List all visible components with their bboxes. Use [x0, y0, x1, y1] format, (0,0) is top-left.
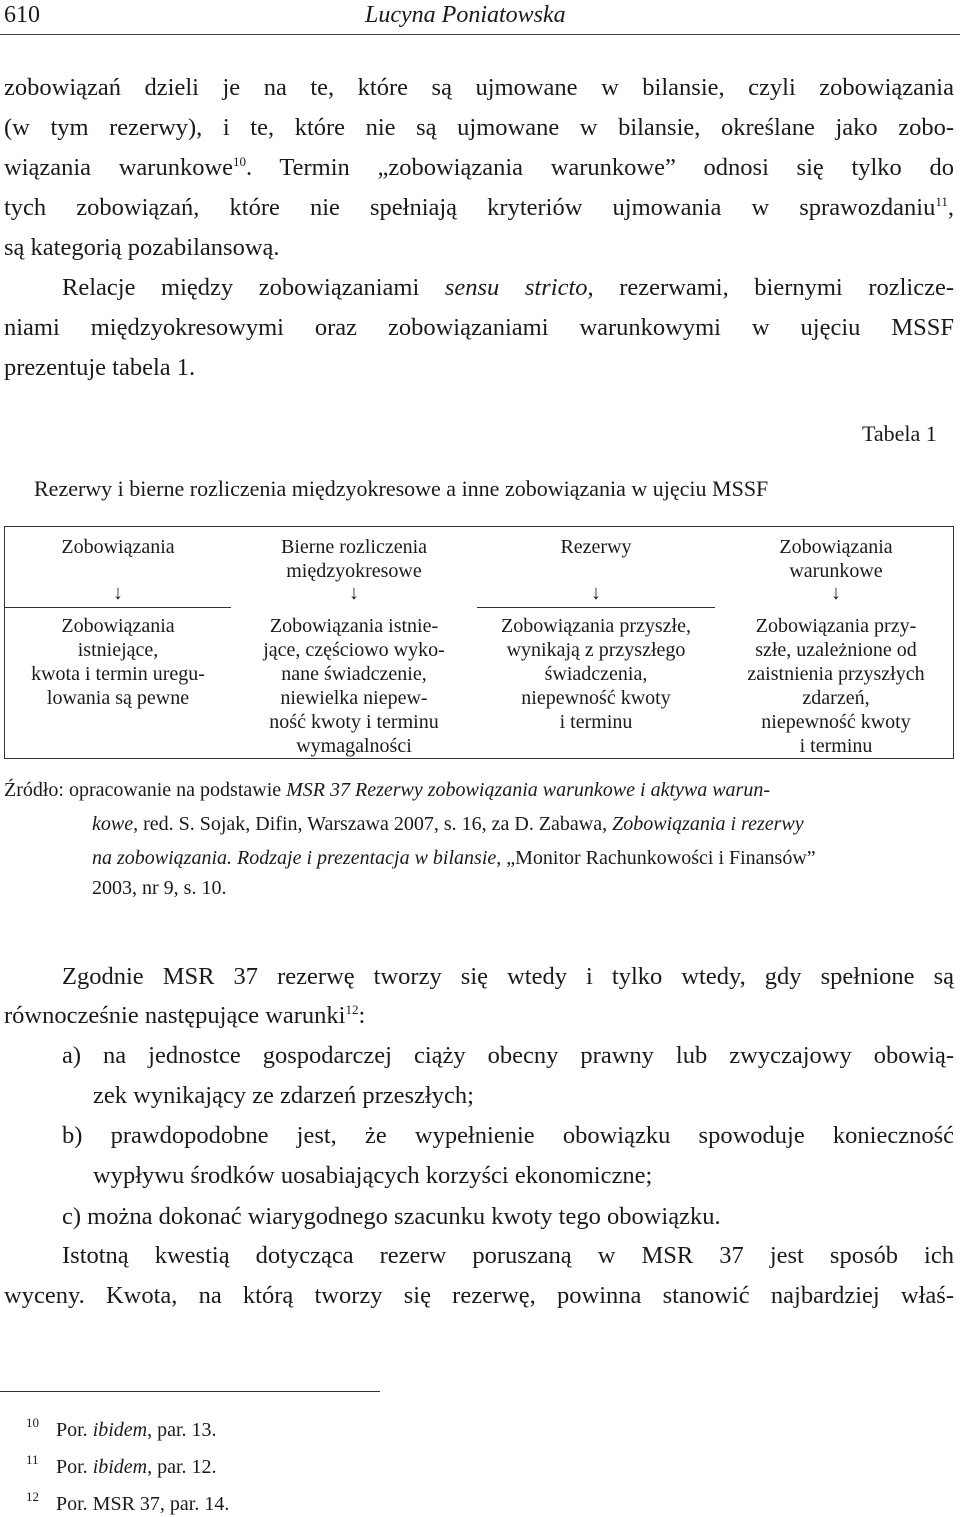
- paragraph-2-line-3: prezentuje tabela 1.: [4, 354, 196, 381]
- source-line-3: na zobowiązania. Rodzaje i prezentacja w bilansie, „Monitor Rachunkowości i Finansów”: [92, 847, 816, 869]
- header-rule: [0, 34, 960, 35]
- source-line-2: kowe, red. S. Sojak, Difin, Warszawa 2007, s. 16, za D. Zabawa, Zobowiązania i rezerwy: [92, 813, 804, 835]
- col-1-body: Zobowiązania istniejące, kwota i termin uregu- lowania są pewne: [31, 615, 205, 709]
- paragraph-1-line-5: są kategorią pozabilansową.: [4, 234, 280, 261]
- footnote-ref-10[interactable]: 10: [233, 154, 247, 169]
- col-1-header: Zobowiązania: [61, 536, 175, 558]
- page-number: 610: [4, 2, 40, 28]
- paragraph-1-line-1: zobowiązań dzieli je na te, które są ujmowane w bilansie, czyli zobowiązania: [4, 74, 954, 101]
- col-3-arrow-icon: ↓: [591, 582, 601, 604]
- paragraph-1-line-3: wiązania warunkowe$^{10}$. Termin „zobowiązania warunkowe” odnosi się tylko do: [4, 154, 954, 181]
- footnote-11-number: 11: [26, 1452, 39, 1467]
- footnote-10-number: 10: [26, 1415, 39, 1430]
- footnote-rule: [0, 1391, 380, 1392]
- table-separator-3: [477, 607, 715, 608]
- footnote-10-text: Por. ibidem, par. 13.: [56, 1419, 217, 1441]
- source-line-1: Źródło: opracowanie na podstawie MSR 37 Rezerwy zobowiązania warunkowe i aktywa warun-: [4, 779, 770, 801]
- col-1-arrow-icon: ↓: [113, 582, 123, 604]
- col-3-body: Zobowiązania przyszłe, wynikają z przyszłego świadczenia, niepewność kwoty i terminu: [501, 615, 691, 733]
- paragraph-3-line-1: Zgodnie MSR 37 rezerwę tworzy się wtedy i tylko wtedy, gdy spełnione są: [62, 963, 954, 990]
- footnote-11-text: Por. ibidem, par. 12.: [56, 1456, 217, 1478]
- condition-b-line-2: wypływu środków uosabiających korzyści ekonomiczne;: [93, 1162, 653, 1189]
- condition-c-line-1: c) można dokonać wiarygodnego szacunku kwoty tego obowiązku.: [62, 1203, 721, 1230]
- col-4-body: Zobowiązania przy- szłe, uzależnione od zaistnienia przyszłych zdarzeń, niepewność kwoty i terminu: [747, 615, 925, 757]
- col-4-header: Zobowiązania warunkowe: [779, 536, 893, 582]
- footnote-12-number: 12: [26, 1489, 39, 1504]
- col-2-header: Bierne rozliczenia międzyokresowe: [280, 536, 428, 582]
- table-separator-1: [5, 607, 231, 608]
- comparison-table: [4, 526, 954, 759]
- running-header-author: Lucyna Poniatowska: [365, 2, 566, 28]
- paragraph-1-line-2: (w tym rezerwy), i te, które nie są ujmowane w bilansie, określane jako zobo-: [4, 114, 954, 141]
- table-caption: Rezerwy i bierne rozliczenia międzyokresowe a inne zobowiązania w ujęciu MSSF: [34, 476, 769, 501]
- footnote-ref-11[interactable]: 11: [935, 194, 948, 209]
- col-4-arrow-icon: ↓: [831, 582, 841, 604]
- paragraph-3-line-2: równocześnie następujące warunki$^{12}$:: [4, 1002, 366, 1029]
- footnote-12-text: Por. MSR 37, par. 14.: [56, 1493, 230, 1515]
- col-2-body: Zobowiązania istnie- jące, częściowo wyko- nane świadczenie, niewielka niepew- ność kwoty i terminu wymagalności: [263, 615, 445, 757]
- footnote-ref-12[interactable]: 12: [345, 1002, 359, 1017]
- table-label: Tabela 1: [862, 421, 937, 446]
- paragraph-4-line-1: Istotną kwestią dotycząca rezerw poruszaną w MSR 37 jest sposób ich: [62, 1242, 954, 1269]
- paragraph-4-line-2: wyceny. Kwota, na którą tworzy się rezerwę, powinna stanowić najbardziej właś-: [4, 1282, 954, 1309]
- condition-b-line-1: b) prawdopodobne jest, że wypełnienie obowiązku spowoduje konieczność: [62, 1122, 954, 1149]
- condition-a-line-2: zek wynikający ze zdarzeń przeszłych;: [93, 1082, 474, 1109]
- paragraph-1-line-4: tych zobowiązań, które nie spełniają kryteriów ujmowania w sprawozdaniu$^{11}$,: [4, 194, 954, 221]
- paragraph-2-line-1: Relacje między zobowiązaniami sensu stricto, rezerwami, biernymi rozlicze-: [62, 274, 954, 301]
- col-3-header: Rezerwy: [560, 536, 632, 558]
- col-2-arrow-icon: ↓: [349, 582, 359, 604]
- source-line-4: 2003, nr 9, s. 10.: [92, 877, 227, 899]
- condition-a-line-1: a) na jednostce gospodarczej ciąży obecny prawny lub zwyczajowy obowią-: [62, 1042, 954, 1069]
- paragraph-2-line-2: niami międzyokresowymi oraz zobowiązaniami warunkowymi w ujęciu MSSF: [4, 314, 954, 341]
